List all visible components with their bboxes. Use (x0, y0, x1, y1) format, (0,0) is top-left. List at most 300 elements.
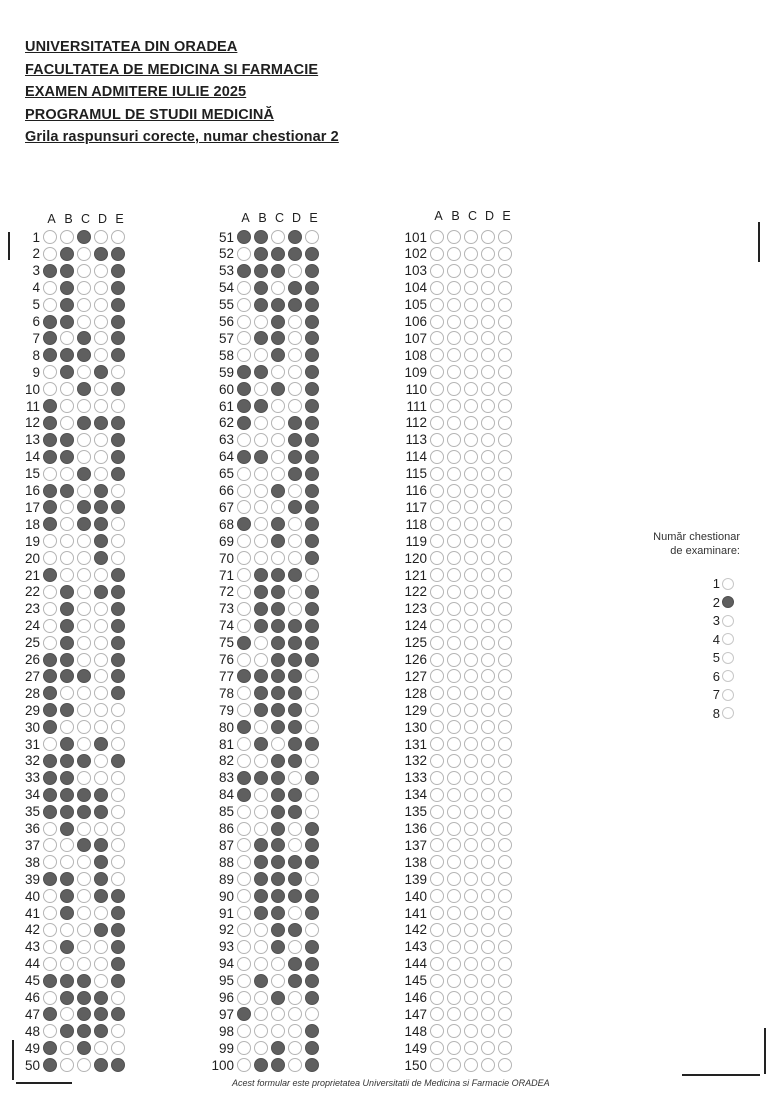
answer-bubble-e[interactable] (111, 872, 125, 886)
answer-bubble-e[interactable] (111, 585, 125, 599)
answer-bubble-b[interactable] (60, 247, 74, 261)
answer-bubble-b[interactable] (60, 686, 74, 700)
answer-bubble-e[interactable] (305, 974, 319, 988)
answer-bubble-d[interactable] (288, 923, 302, 937)
answer-bubble-b[interactable] (447, 855, 461, 869)
answer-bubble-b[interactable] (447, 568, 461, 582)
answer-bubble-a[interactable] (237, 467, 251, 481)
answer-bubble-c[interactable] (271, 940, 285, 954)
answer-bubble-d[interactable] (94, 720, 108, 734)
answer-bubble-c[interactable] (77, 669, 91, 683)
answer-bubble-c[interactable] (271, 585, 285, 599)
answer-bubble-e[interactable] (498, 433, 512, 447)
answer-bubble-d[interactable] (288, 737, 302, 751)
answer-bubble-b[interactable] (60, 940, 74, 954)
answer-bubble-d[interactable] (94, 247, 108, 261)
answer-bubble-d[interactable] (288, 686, 302, 700)
answer-bubble-d[interactable] (481, 889, 495, 903)
answer-bubble-b[interactable] (254, 517, 268, 531)
answer-bubble-b[interactable] (447, 653, 461, 667)
answer-bubble-e[interactable] (111, 399, 125, 413)
answer-bubble-c[interactable] (464, 433, 478, 447)
answer-bubble-b[interactable] (447, 500, 461, 514)
answer-bubble-d[interactable] (94, 568, 108, 582)
answer-bubble-e[interactable] (305, 619, 319, 633)
answer-bubble-c[interactable] (271, 517, 285, 531)
answer-bubble-c[interactable] (77, 433, 91, 447)
answer-bubble-d[interactable] (94, 315, 108, 329)
answer-bubble-e[interactable] (111, 484, 125, 498)
answer-bubble-a[interactable] (237, 636, 251, 650)
answer-bubble-d[interactable] (288, 957, 302, 971)
answer-bubble-a[interactable] (237, 974, 251, 988)
answer-bubble-d[interactable] (94, 399, 108, 413)
answer-bubble-d[interactable] (288, 382, 302, 396)
answer-bubble-e[interactable] (305, 484, 319, 498)
answer-bubble-d[interactable] (481, 923, 495, 937)
answer-bubble-a[interactable] (430, 653, 444, 667)
answer-bubble-c[interactable] (271, 382, 285, 396)
answer-bubble-e[interactable] (498, 991, 512, 1005)
answer-bubble-c[interactable] (271, 399, 285, 413)
answer-bubble-b[interactable] (254, 653, 268, 667)
questionnaire-option-bubble[interactable] (722, 707, 734, 719)
answer-bubble-b[interactable] (254, 686, 268, 700)
answer-bubble-a[interactable] (43, 348, 57, 362)
answer-bubble-d[interactable] (94, 889, 108, 903)
answer-bubble-c[interactable] (464, 348, 478, 362)
answer-bubble-b[interactable] (447, 923, 461, 937)
answer-bubble-b[interactable] (447, 517, 461, 531)
answer-bubble-c[interactable] (271, 484, 285, 498)
answer-bubble-d[interactable] (94, 500, 108, 514)
answer-bubble-d[interactable] (481, 450, 495, 464)
answer-bubble-b[interactable] (60, 382, 74, 396)
answer-bubble-b[interactable] (60, 974, 74, 988)
answer-bubble-a[interactable] (237, 703, 251, 717)
answer-bubble-e[interactable] (111, 450, 125, 464)
answer-bubble-a[interactable] (237, 805, 251, 819)
answer-bubble-d[interactable] (481, 602, 495, 616)
answer-bubble-d[interactable] (94, 686, 108, 700)
answer-bubble-d[interactable] (481, 822, 495, 836)
answer-bubble-e[interactable] (111, 940, 125, 954)
answer-bubble-a[interactable] (237, 754, 251, 768)
answer-bubble-c[interactable] (77, 619, 91, 633)
answer-bubble-b[interactable] (60, 1058, 74, 1072)
answer-bubble-c[interactable] (271, 551, 285, 565)
answer-bubble-a[interactable] (430, 450, 444, 464)
answer-bubble-a[interactable] (43, 517, 57, 531)
answer-bubble-c[interactable] (77, 585, 91, 599)
answer-bubble-c[interactable] (271, 720, 285, 734)
answer-bubble-c[interactable] (271, 568, 285, 582)
answer-bubble-e[interactable] (111, 889, 125, 903)
answer-bubble-b[interactable] (254, 247, 268, 261)
answer-bubble-c[interactable] (271, 805, 285, 819)
answer-bubble-c[interactable] (77, 382, 91, 396)
answer-bubble-a[interactable] (43, 365, 57, 379)
answer-bubble-e[interactable] (498, 636, 512, 650)
answer-bubble-c[interactable] (77, 450, 91, 464)
answer-bubble-c[interactable] (271, 534, 285, 548)
answer-bubble-c[interactable] (271, 602, 285, 616)
answer-bubble-b[interactable] (447, 822, 461, 836)
answer-bubble-a[interactable] (430, 517, 444, 531)
answer-bubble-b[interactable] (254, 991, 268, 1005)
answer-bubble-b[interactable] (60, 315, 74, 329)
answer-bubble-a[interactable] (43, 619, 57, 633)
answer-bubble-e[interactable] (498, 298, 512, 312)
answer-bubble-b[interactable] (254, 264, 268, 278)
answer-bubble-a[interactable] (43, 771, 57, 785)
answer-bubble-b[interactable] (60, 1041, 74, 1055)
answer-bubble-e[interactable] (498, 720, 512, 734)
answer-bubble-e[interactable] (305, 365, 319, 379)
answer-bubble-c[interactable] (464, 585, 478, 599)
answer-bubble-e[interactable] (305, 1041, 319, 1055)
answer-bubble-c[interactable] (271, 754, 285, 768)
answer-bubble-d[interactable] (288, 315, 302, 329)
answer-bubble-d[interactable] (94, 484, 108, 498)
answer-bubble-d[interactable] (288, 517, 302, 531)
answer-bubble-e[interactable] (305, 737, 319, 751)
answer-bubble-c[interactable] (271, 467, 285, 481)
answer-bubble-e[interactable] (305, 585, 319, 599)
answer-bubble-c[interactable] (271, 230, 285, 244)
answer-bubble-a[interactable] (430, 1041, 444, 1055)
answer-bubble-e[interactable] (305, 686, 319, 700)
answer-bubble-c[interactable] (464, 737, 478, 751)
answer-bubble-b[interactable] (254, 669, 268, 683)
answer-bubble-e[interactable] (111, 264, 125, 278)
answer-bubble-b[interactable] (447, 669, 461, 683)
answer-bubble-a[interactable] (430, 247, 444, 261)
answer-bubble-e[interactable] (305, 348, 319, 362)
answer-bubble-e[interactable] (305, 991, 319, 1005)
answer-bubble-a[interactable] (237, 771, 251, 785)
answer-bubble-c[interactable] (464, 822, 478, 836)
answer-bubble-d[interactable] (481, 365, 495, 379)
answer-bubble-d[interactable] (481, 1041, 495, 1055)
answer-bubble-d[interactable] (94, 450, 108, 464)
answer-bubble-c[interactable] (464, 484, 478, 498)
answer-bubble-d[interactable] (481, 1058, 495, 1072)
answer-bubble-b[interactable] (254, 788, 268, 802)
answer-bubble-a[interactable] (237, 906, 251, 920)
answer-bubble-c[interactable] (464, 331, 478, 345)
answer-bubble-b[interactable] (60, 517, 74, 531)
answer-bubble-d[interactable] (94, 331, 108, 345)
answer-bubble-a[interactable] (430, 602, 444, 616)
answer-bubble-c[interactable] (77, 855, 91, 869)
answer-bubble-d[interactable] (94, 771, 108, 785)
answer-bubble-d[interactable] (94, 822, 108, 836)
answer-bubble-a[interactable] (430, 348, 444, 362)
answer-bubble-c[interactable] (464, 974, 478, 988)
answer-bubble-e[interactable] (498, 551, 512, 565)
answer-bubble-b[interactable] (254, 855, 268, 869)
answer-bubble-c[interactable] (77, 331, 91, 345)
answer-bubble-b[interactable] (60, 923, 74, 937)
answer-bubble-a[interactable] (43, 1007, 57, 1021)
answer-bubble-a[interactable] (43, 416, 57, 430)
answer-bubble-c[interactable] (464, 940, 478, 954)
answer-bubble-d[interactable] (481, 230, 495, 244)
answer-bubble-c[interactable] (464, 517, 478, 531)
answer-bubble-e[interactable] (305, 247, 319, 261)
answer-bubble-e[interactable] (305, 500, 319, 514)
answer-bubble-a[interactable] (430, 264, 444, 278)
answer-bubble-a[interactable] (430, 551, 444, 565)
answer-bubble-c[interactable] (464, 247, 478, 261)
answer-bubble-c[interactable] (464, 500, 478, 514)
answer-bubble-c[interactable] (464, 1024, 478, 1038)
answer-bubble-b[interactable] (60, 1024, 74, 1038)
answer-bubble-a[interactable] (430, 534, 444, 548)
answer-bubble-b[interactable] (254, 500, 268, 514)
answer-bubble-e[interactable] (498, 822, 512, 836)
answer-bubble-a[interactable] (430, 923, 444, 937)
answer-bubble-d[interactable] (481, 737, 495, 751)
answer-bubble-a[interactable] (237, 855, 251, 869)
answer-bubble-d[interactable] (288, 669, 302, 683)
answer-bubble-d[interactable] (288, 399, 302, 413)
answer-bubble-b[interactable] (60, 872, 74, 886)
answer-bubble-e[interactable] (498, 450, 512, 464)
answer-bubble-d[interactable] (481, 551, 495, 565)
answer-bubble-c[interactable] (77, 703, 91, 717)
answer-bubble-a[interactable] (237, 450, 251, 464)
answer-bubble-a[interactable] (237, 602, 251, 616)
answer-bubble-e[interactable] (498, 348, 512, 362)
answer-bubble-a[interactable] (237, 331, 251, 345)
answer-bubble-b[interactable] (60, 602, 74, 616)
answer-bubble-d[interactable] (94, 517, 108, 531)
answer-bubble-b[interactable] (60, 551, 74, 565)
answer-bubble-e[interactable] (305, 805, 319, 819)
answer-bubble-d[interactable] (94, 281, 108, 295)
answer-bubble-c[interactable] (77, 399, 91, 413)
answer-bubble-d[interactable] (288, 467, 302, 481)
answer-bubble-d[interactable] (94, 906, 108, 920)
answer-bubble-d[interactable] (94, 619, 108, 633)
answer-bubble-e[interactable] (111, 281, 125, 295)
answer-bubble-b[interactable] (254, 737, 268, 751)
answer-bubble-a[interactable] (43, 636, 57, 650)
answer-bubble-d[interactable] (94, 1041, 108, 1055)
answer-bubble-d[interactable] (288, 838, 302, 852)
answer-bubble-b[interactable] (447, 281, 461, 295)
answer-bubble-c[interactable] (271, 906, 285, 920)
answer-bubble-d[interactable] (481, 838, 495, 852)
answer-bubble-b[interactable] (447, 551, 461, 565)
answer-bubble-a[interactable] (430, 940, 444, 954)
answer-bubble-d[interactable] (288, 940, 302, 954)
answer-bubble-e[interactable] (111, 467, 125, 481)
answer-bubble-e[interactable] (305, 822, 319, 836)
answer-bubble-d[interactable] (94, 957, 108, 971)
answer-bubble-e[interactable] (498, 619, 512, 633)
answer-bubble-e[interactable] (498, 771, 512, 785)
answer-bubble-c[interactable] (77, 298, 91, 312)
answer-bubble-b[interactable] (254, 568, 268, 582)
answer-bubble-c[interactable] (77, 788, 91, 802)
answer-bubble-c[interactable] (464, 1058, 478, 1072)
answer-bubble-d[interactable] (481, 281, 495, 295)
answer-bubble-d[interactable] (481, 653, 495, 667)
answer-bubble-b[interactable] (60, 450, 74, 464)
answer-bubble-e[interactable] (111, 315, 125, 329)
answer-bubble-b[interactable] (60, 838, 74, 852)
answer-bubble-a[interactable] (237, 264, 251, 278)
answer-bubble-c[interactable] (464, 838, 478, 852)
answer-bubble-a[interactable] (430, 331, 444, 345)
answer-bubble-a[interactable] (237, 686, 251, 700)
answer-bubble-d[interactable] (288, 788, 302, 802)
answer-bubble-e[interactable] (111, 382, 125, 396)
answer-bubble-d[interactable] (288, 653, 302, 667)
answer-bubble-e[interactable] (498, 534, 512, 548)
answer-bubble-c[interactable] (77, 568, 91, 582)
answer-bubble-e[interactable] (305, 399, 319, 413)
answer-bubble-a[interactable] (430, 382, 444, 396)
answer-bubble-e[interactable] (498, 1058, 512, 1072)
answer-bubble-c[interactable] (77, 686, 91, 700)
answer-bubble-c[interactable] (271, 1024, 285, 1038)
answer-bubble-e[interactable] (498, 585, 512, 599)
answer-bubble-b[interactable] (447, 298, 461, 312)
answer-bubble-a[interactable] (430, 838, 444, 852)
answer-bubble-e[interactable] (111, 433, 125, 447)
answer-bubble-a[interactable] (237, 669, 251, 683)
answer-bubble-d[interactable] (94, 805, 108, 819)
answer-bubble-e[interactable] (111, 822, 125, 836)
answer-bubble-a[interactable] (237, 281, 251, 295)
answer-bubble-a[interactable] (237, 534, 251, 548)
answer-bubble-b[interactable] (254, 551, 268, 565)
answer-bubble-c[interactable] (464, 230, 478, 244)
answer-bubble-a[interactable] (237, 619, 251, 633)
answer-bubble-a[interactable] (43, 382, 57, 396)
questionnaire-option-bubble[interactable] (722, 615, 734, 627)
answer-bubble-e[interactable] (498, 872, 512, 886)
answer-bubble-e[interactable] (305, 889, 319, 903)
answer-bubble-a[interactable] (43, 551, 57, 565)
answer-bubble-d[interactable] (481, 517, 495, 531)
answer-bubble-d[interactable] (94, 872, 108, 886)
answer-bubble-b[interactable] (254, 805, 268, 819)
answer-bubble-c[interactable] (77, 315, 91, 329)
answer-bubble-d[interactable] (481, 264, 495, 278)
answer-bubble-d[interactable] (481, 382, 495, 396)
answer-bubble-a[interactable] (430, 315, 444, 329)
answer-bubble-e[interactable] (305, 281, 319, 295)
answer-bubble-a[interactable] (43, 754, 57, 768)
answer-bubble-a[interactable] (430, 484, 444, 498)
answer-bubble-e[interactable] (498, 838, 512, 852)
answer-bubble-c[interactable] (77, 653, 91, 667)
answer-bubble-b[interactable] (447, 1058, 461, 1072)
answer-bubble-e[interactable] (111, 1041, 125, 1055)
answer-bubble-b[interactable] (447, 991, 461, 1005)
answer-bubble-e[interactable] (111, 974, 125, 988)
answer-bubble-e[interactable] (305, 703, 319, 717)
answer-bubble-c[interactable] (464, 382, 478, 396)
answer-bubble-a[interactable] (430, 467, 444, 481)
answer-bubble-e[interactable] (498, 906, 512, 920)
answer-bubble-b[interactable] (254, 619, 268, 633)
answer-bubble-c[interactable] (271, 1041, 285, 1055)
answer-bubble-a[interactable] (43, 264, 57, 278)
answer-bubble-d[interactable] (288, 365, 302, 379)
answer-bubble-a[interactable] (43, 331, 57, 345)
answer-bubble-c[interactable] (464, 703, 478, 717)
answer-bubble-e[interactable] (498, 923, 512, 937)
answer-bubble-b[interactable] (254, 433, 268, 447)
answer-bubble-b[interactable] (447, 331, 461, 345)
answer-bubble-b[interactable] (60, 737, 74, 751)
answer-bubble-b[interactable] (447, 805, 461, 819)
answer-bubble-b[interactable] (60, 416, 74, 430)
answer-bubble-a[interactable] (237, 822, 251, 836)
answer-bubble-e[interactable] (305, 636, 319, 650)
answer-bubble-e[interactable] (305, 568, 319, 582)
answer-bubble-b[interactable] (60, 991, 74, 1005)
answer-bubble-a[interactable] (237, 348, 251, 362)
answer-bubble-b[interactable] (254, 416, 268, 430)
answer-bubble-c[interactable] (271, 855, 285, 869)
answer-bubble-d[interactable] (288, 534, 302, 548)
answer-bubble-a[interactable] (430, 805, 444, 819)
answer-bubble-b[interactable] (447, 348, 461, 362)
answer-bubble-e[interactable] (498, 855, 512, 869)
answer-bubble-a[interactable] (237, 500, 251, 514)
answer-bubble-e[interactable] (111, 855, 125, 869)
answer-bubble-a[interactable] (237, 889, 251, 903)
answer-bubble-a[interactable] (237, 838, 251, 852)
answer-bubble-a[interactable] (43, 247, 57, 261)
answer-bubble-a[interactable] (43, 1058, 57, 1072)
answer-bubble-c[interactable] (271, 838, 285, 852)
answer-bubble-a[interactable] (430, 771, 444, 785)
answer-bubble-e[interactable] (111, 838, 125, 852)
answer-bubble-d[interactable] (288, 281, 302, 295)
answer-bubble-d[interactable] (94, 416, 108, 430)
answer-bubble-a[interactable] (237, 957, 251, 971)
answer-bubble-d[interactable] (94, 348, 108, 362)
answer-bubble-e[interactable] (111, 365, 125, 379)
answer-bubble-b[interactable] (254, 484, 268, 498)
answer-bubble-c[interactable] (77, 906, 91, 920)
answer-bubble-c[interactable] (464, 771, 478, 785)
answer-bubble-e[interactable] (305, 653, 319, 667)
answer-bubble-d[interactable] (481, 872, 495, 886)
answer-bubble-b[interactable] (447, 737, 461, 751)
answer-bubble-c[interactable] (271, 433, 285, 447)
answer-bubble-c[interactable] (464, 669, 478, 683)
answer-bubble-c[interactable] (77, 1024, 91, 1038)
answer-bubble-a[interactable] (43, 889, 57, 903)
answer-bubble-a[interactable] (237, 737, 251, 751)
answer-bubble-b[interactable] (254, 1041, 268, 1055)
answer-bubble-b[interactable] (254, 957, 268, 971)
answer-bubble-d[interactable] (288, 619, 302, 633)
answer-bubble-d[interactable] (94, 653, 108, 667)
answer-bubble-d[interactable] (288, 991, 302, 1005)
answer-bubble-b[interactable] (60, 669, 74, 683)
answer-bubble-c[interactable] (464, 906, 478, 920)
